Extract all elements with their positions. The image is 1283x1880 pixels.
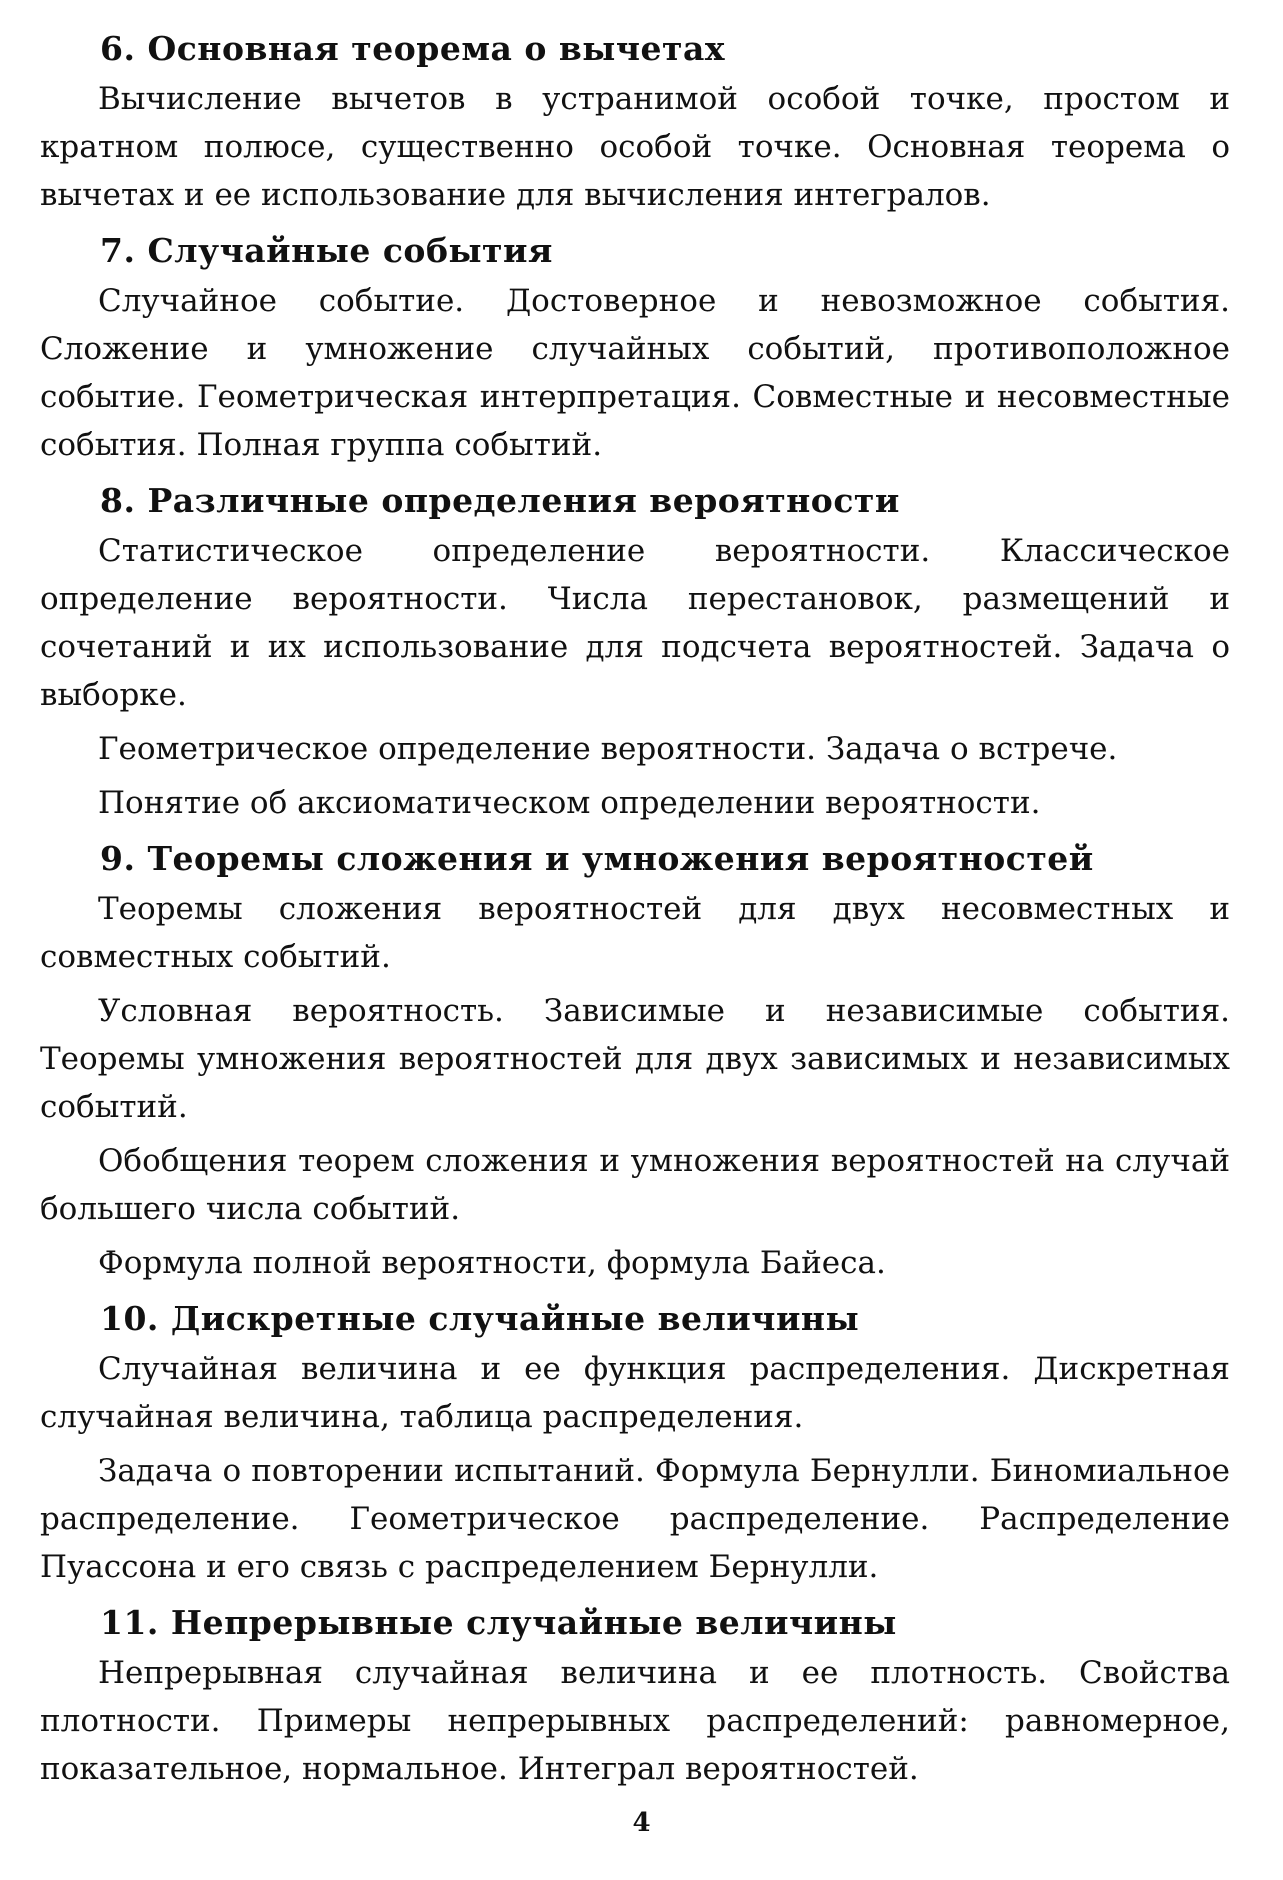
section-heading [40,25,1230,73]
section-number: 6. [100,29,136,68]
section-heading [40,477,1230,525]
paragraph: Вычисление вычетов в устранимой особой точке, простом и кратном полюсе, существенно особой точке. Основная теорема о вычетах и ее использование для вычисления интегралов. [40,81,1230,213]
section-heading [40,1599,1230,1647]
section-6 [40,25,1230,219]
section-title: Различные определения вероятности [147,481,900,520]
section-heading [40,227,1230,275]
paragraph: Геометрическое определение вероятности. Задача о встрече. [98,731,1118,767]
paragraph: Непрерывная случайная величина и ее плотность. Свойства плотности. Примеры непрерывных распределений: равномерное, показательное, нормальное. Интеграл вероятностей. [40,1655,1230,1787]
section-title: Случайные события [147,231,553,270]
section-number: 11. [100,1603,159,1642]
section-11 [40,1599,1230,1793]
document-page [40,25,1230,1801]
section-number: 7. [100,231,136,270]
paragraph: Обобщения теорем сложения и умножения вероятностей на случай большего числа событий. [40,1143,1230,1227]
section-number: 8. [100,481,136,520]
paragraph: Теоремы сложения вероятностей для двух несовместных и совместных событий. [40,891,1230,975]
paragraph: Случайное событие. Достоверное и невозможное события. Сложение и умножение случайных событий, противоположное событие. Геометрическая интерпретация. Совместные и несовместные события. Полная группа событий. [40,283,1230,463]
paragraph: Понятие об аксиоматическом определении вероятности. [98,785,1041,821]
paragraph: Статистическое определение вероятности. Классическое определение вероятности. Числа перестановок, размещений и сочетаний и их использование для подсчета вероятностей. Задача о выборке. [40,533,1230,713]
section-title: Дискретные случайные величины [170,1299,860,1338]
section-heading [40,1295,1230,1343]
section-number: 10. [100,1299,159,1338]
paragraph: Условная вероятность. Зависимые и независимые события. Теоремы умножения вероятностей для двух зависимых и независимых событий. [40,993,1230,1125]
section-9 [40,835,1230,1287]
section-title: Теоремы сложения и умножения вероятностей [147,839,1094,878]
paragraph: Формула полной вероятности, формула Байеса. [98,1245,886,1281]
section-title: Основная теорема о вычетах [147,29,726,68]
section-8 [40,477,1230,827]
page-number: 4 [632,1808,651,1838]
section-heading [40,835,1230,883]
paragraph: Задача о повторении испытаний. Формула Бернулли. Биномиальное распределение. Геометрическое распределение. Распределение Пуассона и его связь с распределением Бернулли. [40,1453,1230,1585]
section-10 [40,1295,1230,1591]
paragraph: Случайная величина и ее функция распределения. Дискретная случайная величина, таблица распределения. [40,1351,1230,1435]
section-title: Непрерывные случайные величины [170,1603,897,1642]
section-number: 9. [100,839,136,878]
section-7 [40,227,1230,469]
